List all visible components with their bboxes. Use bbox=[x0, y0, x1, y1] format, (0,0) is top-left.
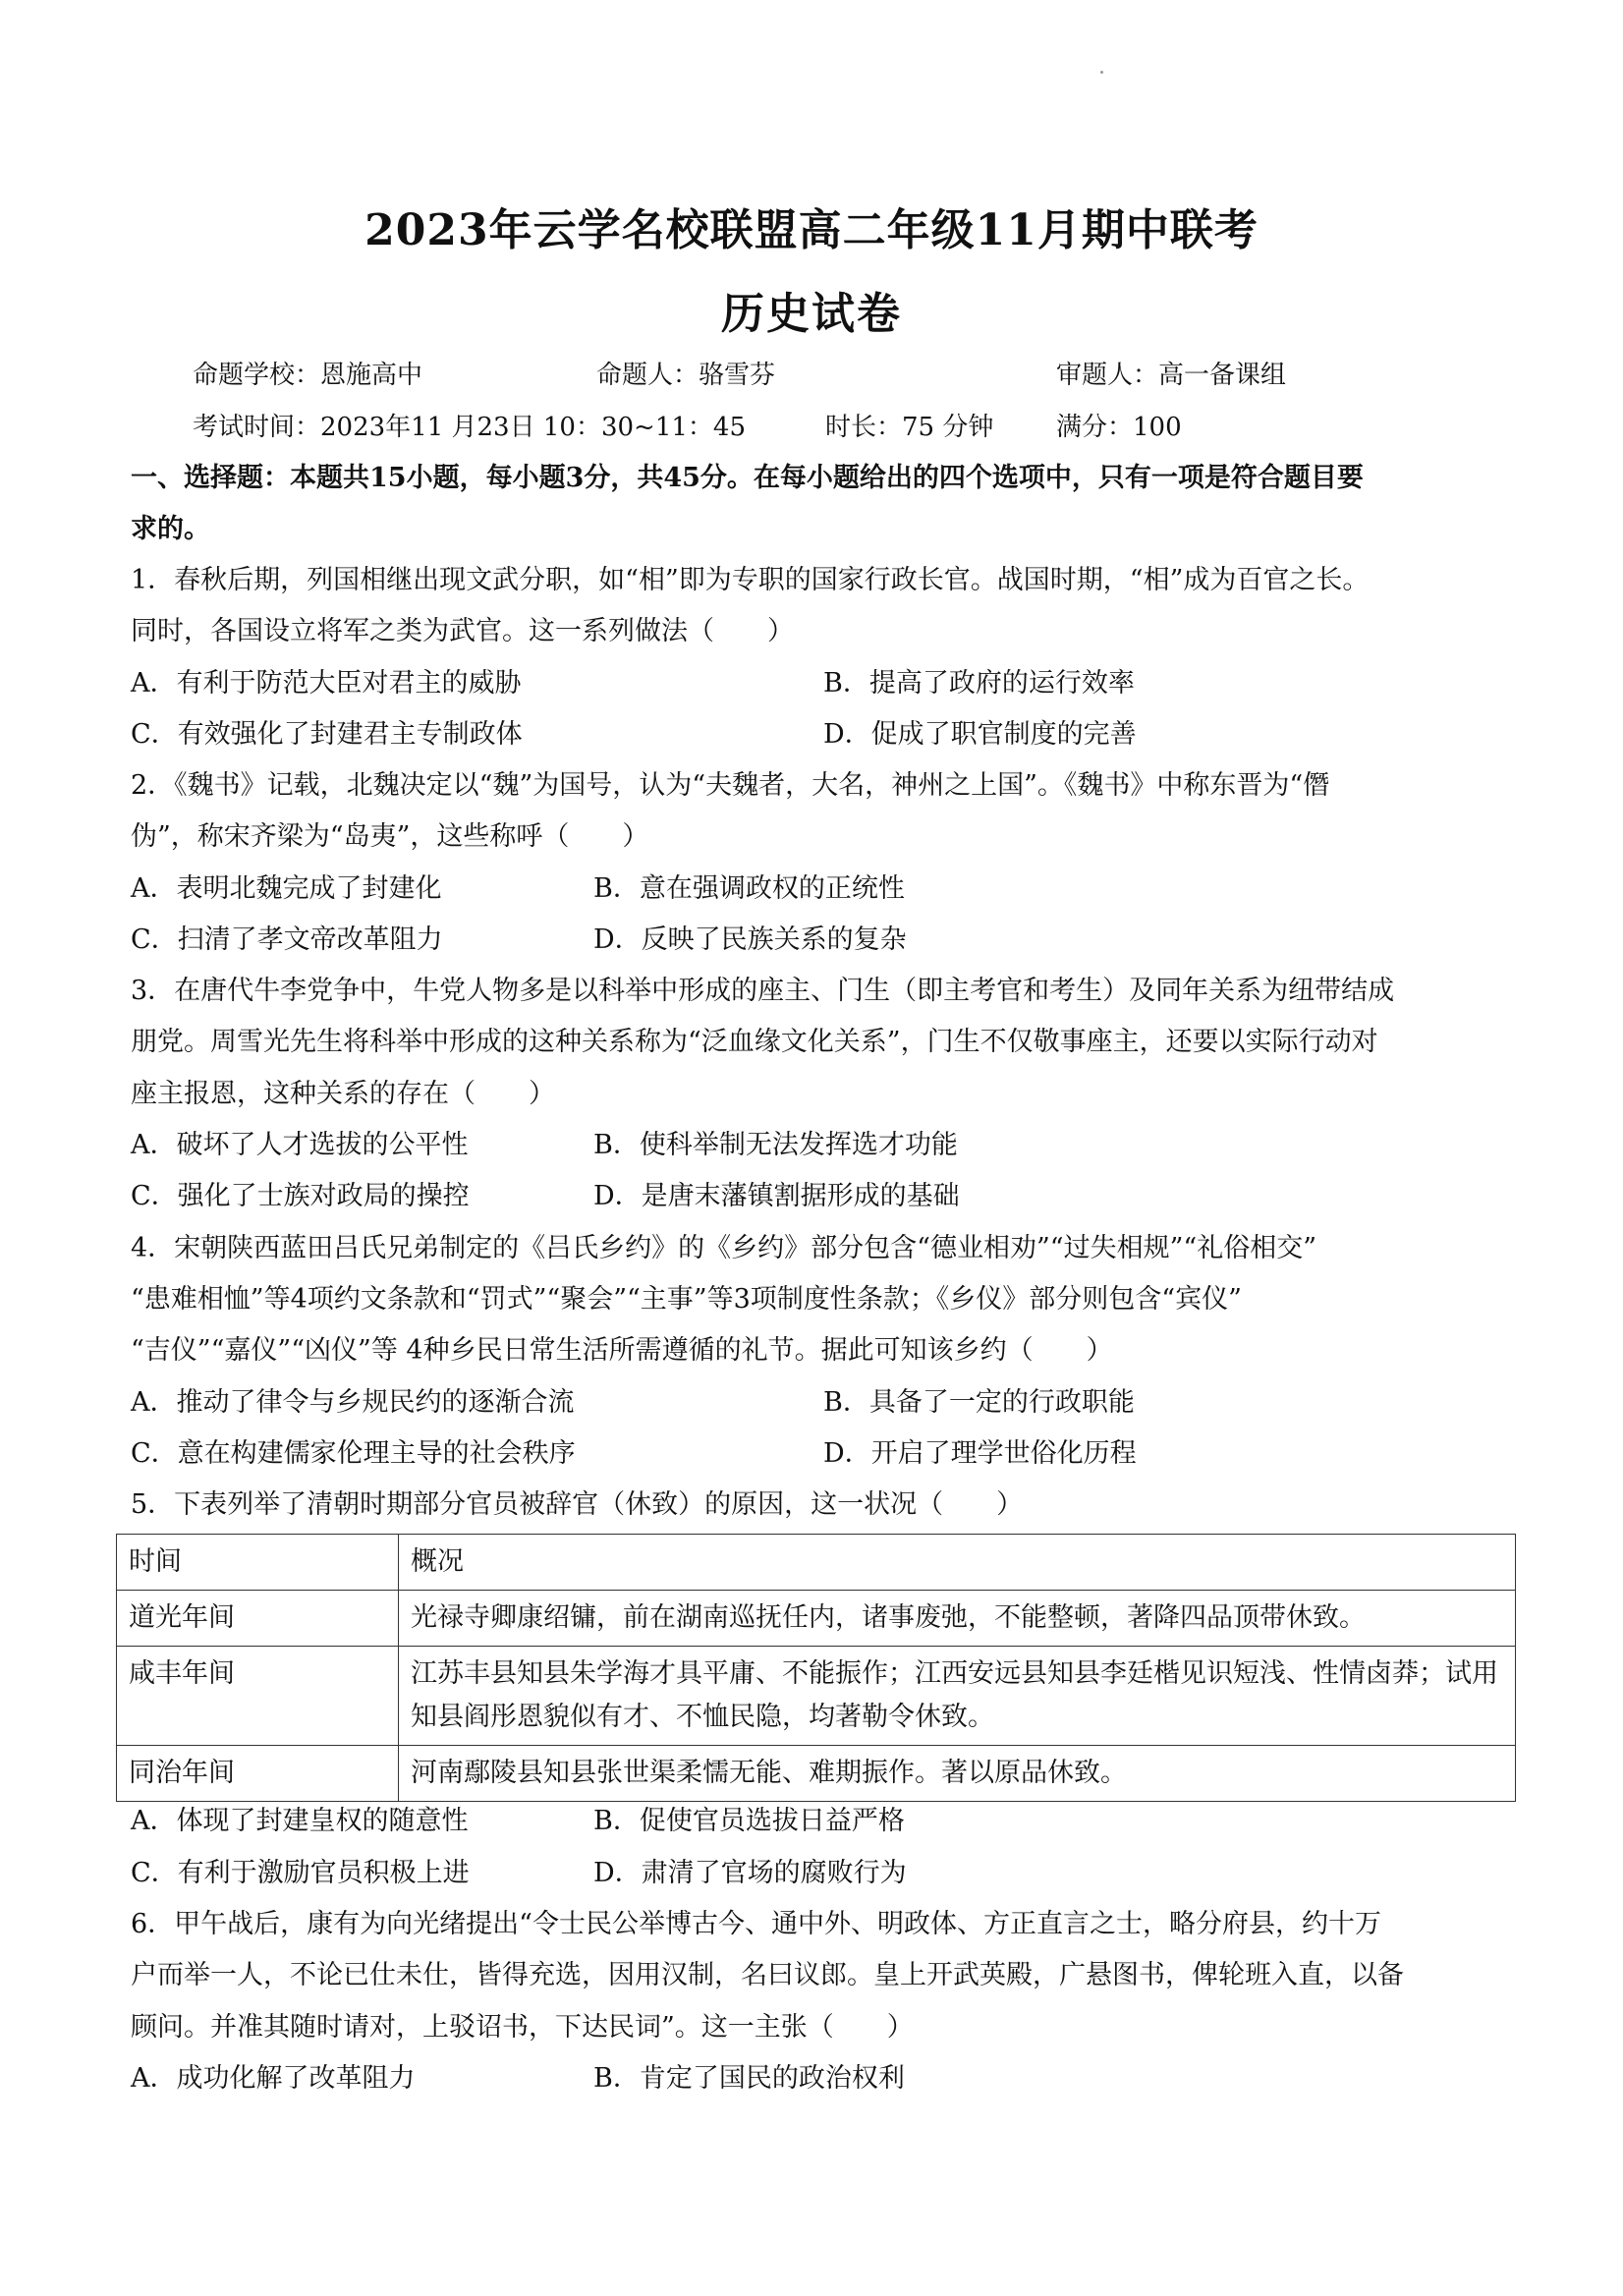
exam-subtitle: 历史试卷 bbox=[721, 289, 902, 339]
question-6-line-2: 户而举一人，不论已仕未仕，皆得充选，因用汉制，名曰议郎。皇上开武英殿，广悬图书，俾轮班入直，以备 bbox=[131, 1960, 1404, 1990]
option-3c: C．强化了士族对政局的操控 bbox=[131, 1181, 470, 1211]
exam-time-label: 考试时间：2023年11 月23日 10：30~11：45 bbox=[193, 413, 746, 442]
question-5-line-1: 5．下表列举了清朝时期部分官员被辞官（休致）的原因，这一状况（ ） bbox=[131, 1489, 1024, 1520]
question-3-line-1: 3．在唐代牛李党争中，牛党人物多是以科举中形成的座主、门生（即主考官和考生）及同年关系为纽带结成 bbox=[131, 976, 1395, 1006]
question-1-line-1: 1．春秋后期，列国相继出现文武分职，如“相”即为专职的国家行政长官。战国时期，“相”成为百官之长。 bbox=[131, 565, 1370, 595]
exam-title: 2023年云学名校联盟高二年级11月期中联考 bbox=[364, 205, 1259, 255]
option-3d: D．是唐末藩镇割据形成的基础 bbox=[593, 1181, 960, 1211]
option-6a: A．成功化解了改革阻力 bbox=[131, 2063, 416, 2094]
option-1a: A．有利于防范大臣对君主的威胁 bbox=[131, 668, 522, 699]
option-4a: A．推动了律令与乡规民约的逐渐合流 bbox=[131, 1387, 575, 1418]
section-heading: 一、选择题：本题共15小题，每小题3分，共45分。在每小题给出的四个选项中，只有一项是符合题目要 bbox=[131, 463, 1364, 493]
table-row bbox=[117, 1746, 1516, 1802]
option-3a: A．破坏了人才选拔的公平性 bbox=[131, 1130, 469, 1160]
question-1-line-2: 同时，各国设立将军之类为武官。这一系列做法（ ） bbox=[131, 616, 794, 646]
option-4c: C．意在构建儒家伦理主导的社会秩序 bbox=[131, 1438, 576, 1469]
table-cell-period: 同治年间 bbox=[117, 1746, 399, 1802]
question-4-line-2: “患难相恤”等4项约文条款和“罚式”“聚会”“主事”等3项制度性条款；《乡仪》部分则包含“宾仪” bbox=[131, 1284, 1242, 1315]
option-1b: B．提高了政府的运行效率 bbox=[823, 668, 1135, 699]
duration-label: 时长：75 分钟 bbox=[825, 413, 994, 442]
question-6-line-3: 顾问。并准其随时请对，上驳诏书，下达民词”。这一主张（ ） bbox=[131, 2012, 914, 2043]
table-row bbox=[117, 1591, 1516, 1647]
option-5b: B．促使官员选拔日益严格 bbox=[593, 1806, 905, 1836]
option-2a: A．表明北魏完成了封建化 bbox=[131, 873, 442, 904]
scan-dot bbox=[1100, 71, 1103, 74]
option-1c: C．有效强化了封建君主专制政体 bbox=[131, 719, 523, 750]
school-label: 命题学校：恩施高中 bbox=[193, 361, 423, 390]
option-5d: D．肃清了官场的腐败行为 bbox=[593, 1858, 907, 1888]
table-cell-summary: 河南鄢陵县知县张世渠柔懦无能、难期振作。著以原品休致。 bbox=[399, 1746, 1516, 1802]
table-header-time: 时间 bbox=[117, 1535, 399, 1591]
option-2d: D．反映了民族关系的复杂 bbox=[593, 924, 907, 955]
option-2c: C．扫清了孝文帝改革阻力 bbox=[131, 924, 443, 955]
option-1d: D．促成了职官制度的完善 bbox=[823, 719, 1137, 750]
option-5a: A．体现了封建皇权的随意性 bbox=[131, 1806, 469, 1836]
option-3b: B．使科举制无法发挥选才功能 bbox=[593, 1130, 958, 1160]
table-cell-summary: 江苏丰县知县朱学海才具平庸、不能振作；江西安远县知县李廷楷见识短浅、性情卤莽；试用知县阎彤恩貌似有才、不恤民隐，均著勒令休致。 bbox=[399, 1647, 1516, 1746]
question-2-line-1: 2．《魏书》记载，北魏决定以“魏”为国号，认为“夫魏者，大名，神州之上国”。《魏书》中称东晋为“僭 bbox=[131, 770, 1330, 801]
reviewer-label: 审题人：高一备课组 bbox=[1056, 361, 1287, 390]
table-cell-period: 咸丰年间 bbox=[117, 1647, 399, 1746]
question-2-line-2: 伪”，称宋齐梁为“岛夷”，这些称呼（ ） bbox=[131, 821, 649, 852]
table-row bbox=[117, 1647, 1516, 1746]
table-cell-summary: 光禄寺卿康绍镛，前在湖南巡抚任内，诸事废弛，不能整顿，著降四品顶带休致。 bbox=[399, 1591, 1516, 1647]
option-5c: C．有利于激励官员积极上进 bbox=[131, 1858, 470, 1888]
option-4b: B．具备了一定的行政职能 bbox=[823, 1387, 1135, 1418]
question-3-line-3: 座主报恩，这种关系的存在（ ） bbox=[131, 1079, 555, 1109]
question-6-line-1: 6．甲午战后，康有为向光绪提出“令士民公举博古今、通中外、明政体、方正直言之士，略分府县，约十万 bbox=[131, 1909, 1381, 1939]
full-score-label: 满分：100 bbox=[1056, 413, 1182, 442]
section-heading-cont: 求的。 bbox=[131, 514, 210, 544]
author-label: 命题人：骆雪芬 bbox=[596, 361, 776, 390]
option-4d: D．开启了理学世俗化历程 bbox=[823, 1438, 1137, 1469]
table-header-row bbox=[117, 1535, 1516, 1591]
table-cell-period: 道光年间 bbox=[117, 1591, 399, 1647]
officials-table bbox=[116, 1534, 1516, 1802]
option-2b: B．意在强调政权的正统性 bbox=[593, 873, 905, 904]
option-6b: B．肯定了国民的政治权利 bbox=[593, 2063, 905, 2094]
question-4-line-1: 4．宋朝陕西蓝田吕氏兄弟制定的《吕氏乡约》的《乡约》部分包含“德业相劝”“过失相规”“礼俗相交” bbox=[131, 1233, 1316, 1263]
question-3-line-2: 朋党。周雪光先生将科举中形成的这种关系称为“泛血缘文化关系”，门生不仅敬事座主，还要以实际行动对 bbox=[131, 1027, 1378, 1057]
question-4-line-3: “吉仪”“嘉仪”“凶仪”等 4种乡民日常生活所需遵循的礼节。据此可知该乡约（ ） bbox=[131, 1335, 1113, 1366]
table-header-summary: 概况 bbox=[399, 1535, 1516, 1591]
